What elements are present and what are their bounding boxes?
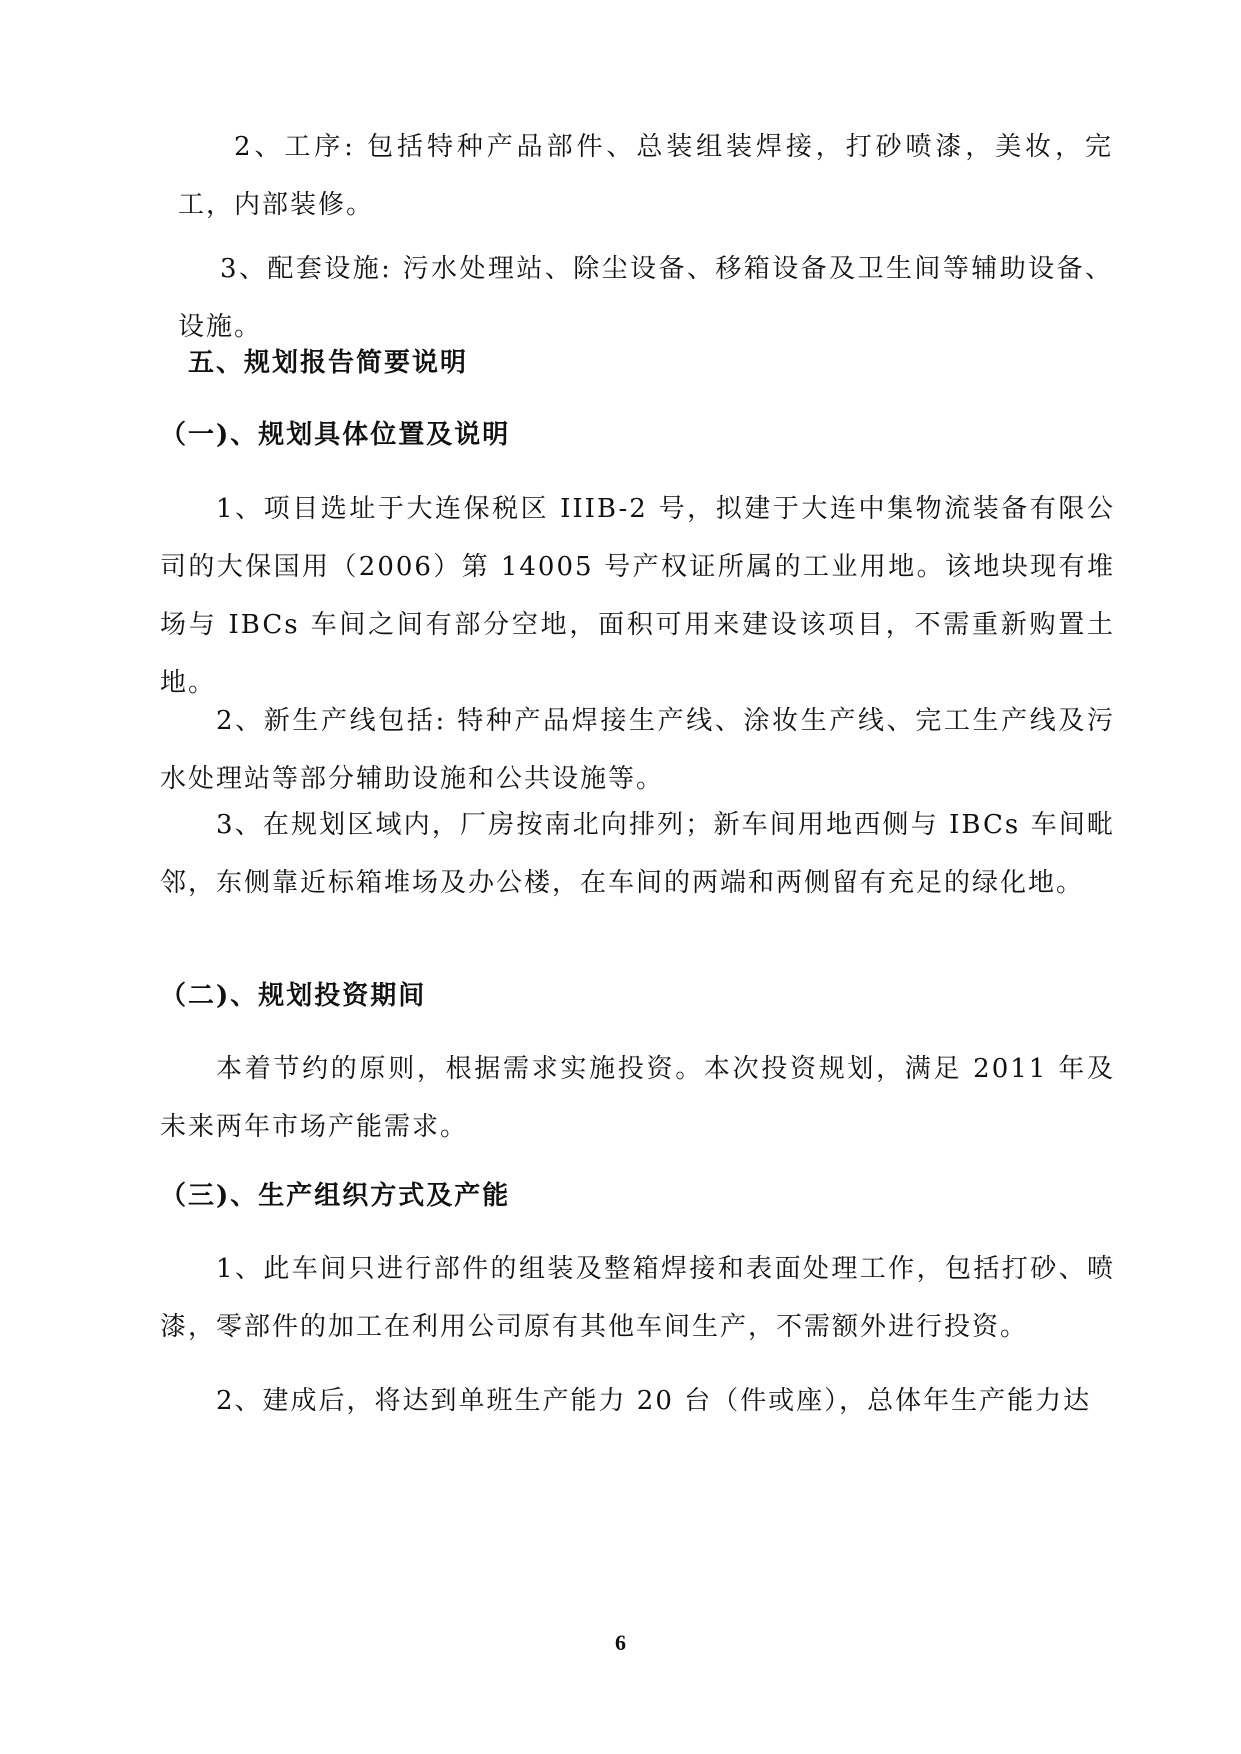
location-paragraph <box>160 480 1115 712</box>
subsection-heading-1 <box>160 415 1095 455</box>
heading-text: （二)、规划投资期间 <box>160 981 427 1011</box>
capacity-paragraph <box>160 1372 1115 1430</box>
paragraph-text: 1、此车间只进行部件的组装及整箱焊接和表面处理工作，包括打砂、喷漆，零部件的加工在利用公司原有其他车间生产，不需额外进行投资。 <box>160 1254 1115 1342</box>
investment-period-paragraph <box>160 1040 1115 1156</box>
process-paragraph <box>178 118 1113 234</box>
section-heading-5 <box>188 343 1123 383</box>
page-number: 6 <box>615 1630 626 1655</box>
workshop-paragraph <box>160 1240 1115 1356</box>
facilities-paragraph <box>178 240 1113 356</box>
heading-text: （三)、生产组织方式及产能 <box>160 1181 511 1211</box>
heading-text: 五、规划报告简要说明 <box>188 348 469 378</box>
paragraph-text: 3、配套设施: 污水处理站、除尘设备、移箱设备及卫生间等辅助设备、设施。 <box>178 254 1113 342</box>
paragraph-text: 3、在规划区域内，厂房按南北向排列；新车间用地西侧与 IBCs 车间毗邻，东侧靠近标箱堆场及办公楼，在车间的两端和两侧留有充足的绿化地。 <box>160 810 1115 898</box>
production-line-paragraph <box>160 692 1115 808</box>
heading-text: （一)、规划具体位置及说明 <box>160 420 511 450</box>
paragraph-text: 2、工序: 包括特种产品部件、总装组装焊接，打砂喷漆，美妆，完工，内部装修。 <box>178 132 1113 220</box>
paragraph-text: 本着节约的原则，根据需求实施投资。本次投资规划，满足 2011 年及未来两年市场产能需求。 <box>160 1054 1115 1142</box>
paragraph-text: 2、建成后，将达到单班生产能力 20 台（件或座），总体年生产能力达 <box>216 1386 1092 1416</box>
subsection-heading-2 <box>160 976 1095 1016</box>
layout-paragraph <box>160 796 1115 912</box>
subsection-heading-3 <box>160 1176 1095 1216</box>
paragraph-text: 1、项目选址于大连保税区 IIIB-2 号，拟建于大连中集物流装备有限公司的大保国用（2006）第 14005 号产权证所属的工业用地。该地块现有堆场与 IBCs 车间之间有部分空地，面积可用来建设该项目，不需重新购置土地。 <box>160 494 1115 698</box>
paragraph-text: 2、新生产线包括: 特种产品焊接生产线、涂妆生产线、完工生产线及污水处理站等部分辅助设施和公共设施等。 <box>160 706 1115 794</box>
